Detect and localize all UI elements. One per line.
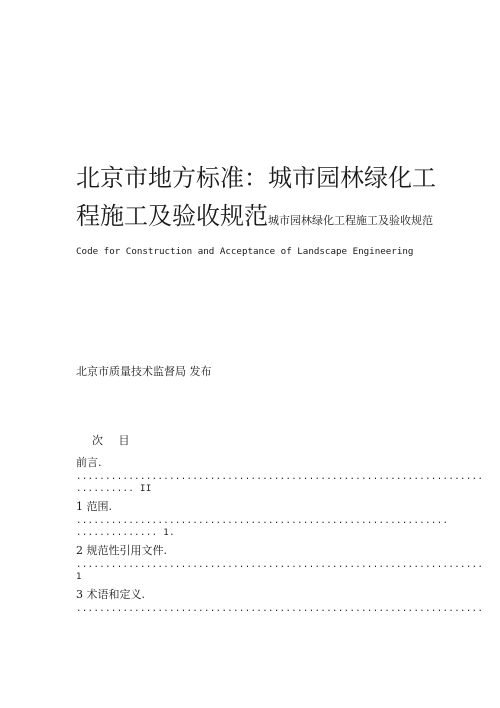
toc-leader-continued [76,527,436,539]
toc-heading: 次 目 [92,434,136,447]
title-suffix: 城市园林绿化工程施工及验收规范 [268,214,433,227]
toc-leader: ...................................................................... [76,604,484,614]
toc-leader: ................................................................ [76,516,449,526]
toc-leader: ...................................................................... [76,560,484,570]
toc-page-number: 1. [163,528,175,538]
toc-entry-terms-definitions[interactable] [76,587,484,615]
document-title-line-1 [76,163,436,193]
toc-entry-title: 3 术语和定义. [76,588,145,601]
toc-entry-foreword[interactable] [76,455,484,495]
toc-page-number: II [140,484,152,494]
document-title-line-2 [76,201,433,236]
toc-entry-title: 2 规范性引用文件. [76,544,167,557]
toc-entry-title: 1 范围. [76,500,112,513]
title-text-1: 北京市地方标准：城市园林绿化工 [76,164,436,192]
toc-entry-title: 前言. [76,456,102,469]
toc-entry-scope[interactable] [76,499,449,539]
toc-leader-dots: .......... [76,484,135,494]
toc-entry-normative-references[interactable] [76,543,484,583]
toc-leader: ...................................................................... [76,472,484,482]
toc-leader-continued [76,483,436,495]
toc-leader-dots: .............. [76,528,158,538]
table-of-contents [76,455,484,619]
title-text-2: 程施工及验收规范 [76,202,268,230]
english-subtitle: Code for Construction and Acceptance of Landscape Engineering [76,246,414,257]
toc-page-number: 1 [76,572,82,582]
publisher-line: 北京市质量技术监督局 发布 [76,365,212,378]
toc-leader-continued [76,571,436,583]
